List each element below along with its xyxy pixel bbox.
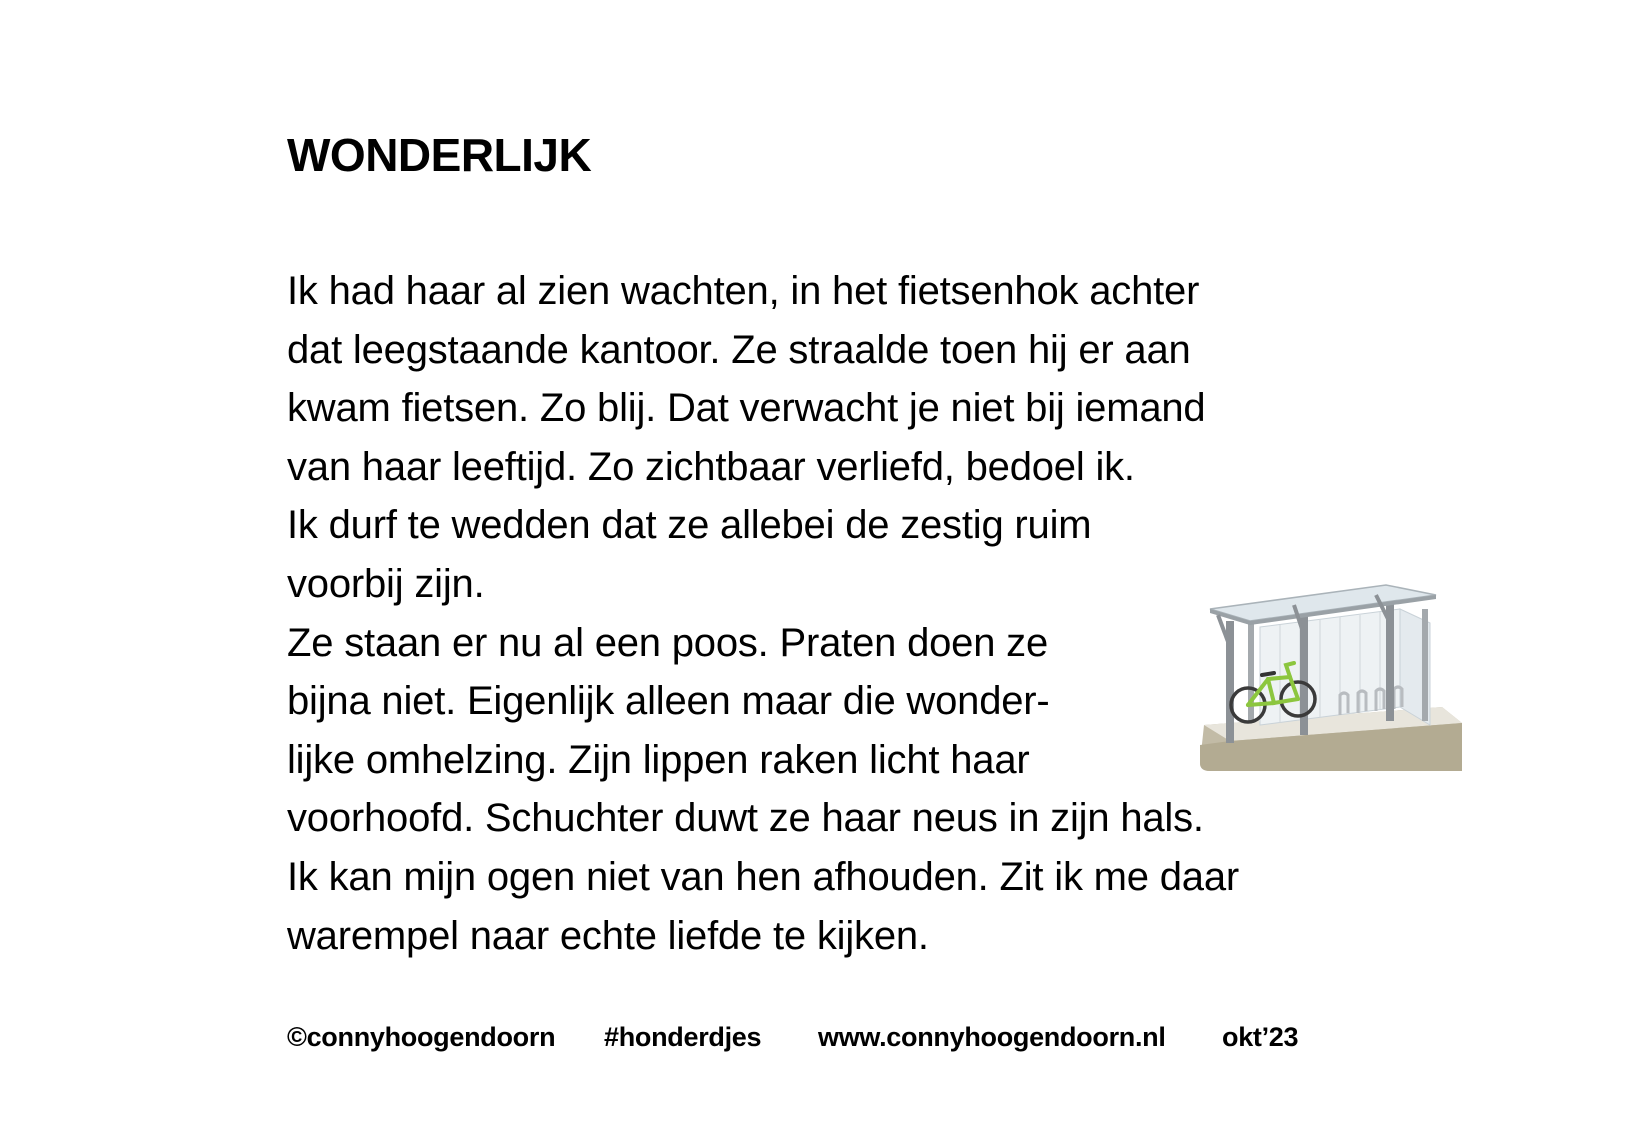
- footer-date: okt’23: [1222, 1022, 1299, 1052]
- footer-website: www.connyhoogendoorn.nl: [818, 1022, 1166, 1052]
- footer-copyright: ©connyhoogendoorn: [287, 1022, 556, 1052]
- bicycle-shelter-icon: [1190, 575, 1470, 785]
- story-line: dat leegstaande kantoor. Ze straalde toen hij er aan: [287, 327, 1191, 372]
- story-line: voorhoofd. Schuchter duwt ze haar neus in zijn hals.: [287, 796, 1204, 841]
- story-line: lijke omhelzing. Zijn lippen raken licht haar: [287, 737, 1030, 782]
- story-line: Ik kan mijn ogen niet van hen afhouden. Zit ik me daar: [287, 854, 1239, 899]
- story-line: bijna niet. Eigenlijk alleen maar die wonder-: [287, 679, 1050, 724]
- story-line: Ik durf te wedden dat ze allebei de zestig ruim: [287, 503, 1092, 548]
- page-title: WONDERLIJK: [287, 129, 592, 181]
- story-line: voorbij zijn.: [287, 561, 485, 606]
- footer-hashtag: #honderdjes: [604, 1022, 762, 1052]
- story-line: warempel naar echte liefde te kijken.: [287, 913, 929, 958]
- story-line: van haar leeftijd. Zo zichtbaar verliefd, bedoel ik.: [287, 444, 1135, 489]
- story-line: Ze staan er nu al een poos. Praten doen ze: [287, 620, 1049, 665]
- footer: [0, 1022, 1634, 1062]
- story-line: kwam fietsen. Zo blij. Dat verwacht je niet bij iemand: [287, 386, 1206, 431]
- story-line: Ik had haar al zien wachten, in het fietsenhok achter: [287, 269, 1200, 313]
